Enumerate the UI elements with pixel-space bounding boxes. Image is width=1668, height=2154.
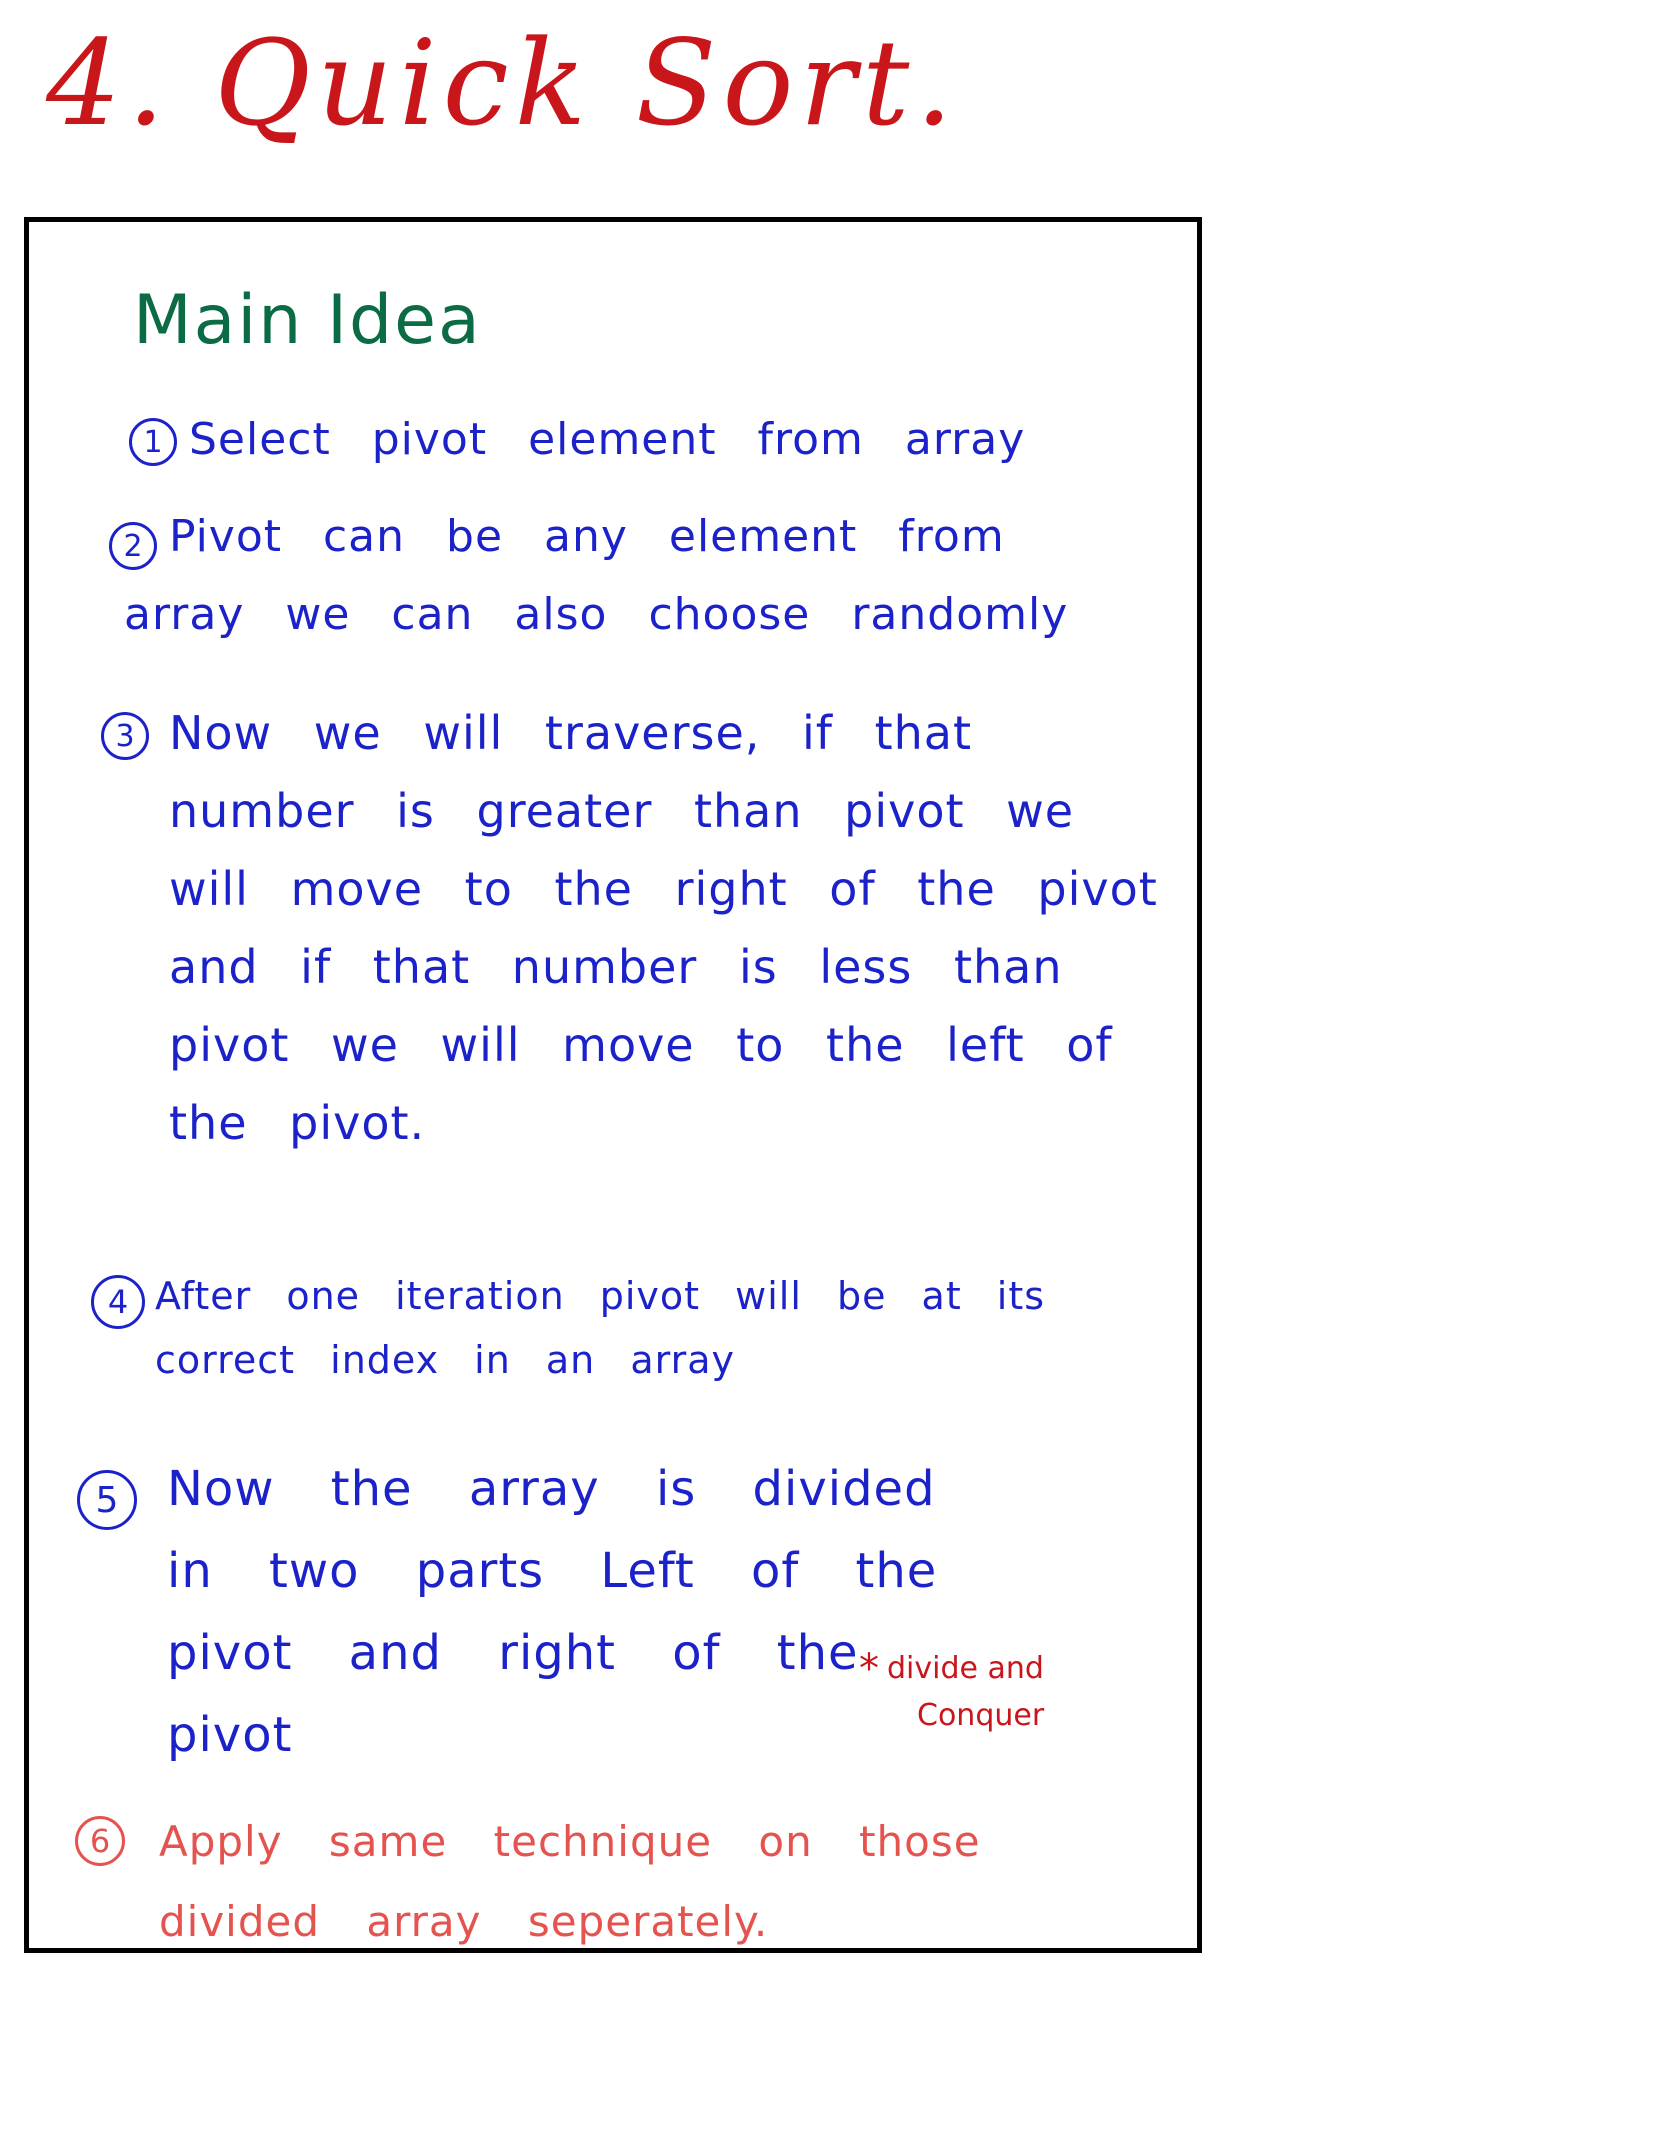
step-3-number: 3 <box>101 712 149 760</box>
page-title: 4. Quick Sort. <box>46 14 959 152</box>
step-3-text: Now we will traverse, if that number is greater than pivot we will move to the right of the pivot and if that number is less than pivot we will move to the left of the pivot. <box>169 706 1158 1150</box>
step-4-number: 4 <box>91 1275 145 1329</box>
step-1-number: 1 <box>129 418 177 466</box>
divide-and-conquer-annotation <box>859 1642 1159 1737</box>
step-5-number: 5 <box>77 1470 137 1530</box>
step-4-text: After one iteration pivot will be at its correct index in an array <box>155 1274 1046 1382</box>
step-6-number: 6 <box>75 1816 125 1866</box>
step-6-text: Apply same technique on those divided array seperately. <box>159 1817 981 1946</box>
step-5-text: Now the array is divided in two parts Left of the pivot and right of the pivot <box>167 1461 938 1763</box>
annotation-line-1: divide and <box>887 1651 1044 1686</box>
step-1-text: Select pivot element from array <box>189 414 1026 465</box>
asterisk-icon: * <box>859 1646 879 1692</box>
note-box <box>24 217 1202 1953</box>
main-idea-heading: Main Idea <box>133 281 482 360</box>
step-2-number: 2 <box>109 522 157 570</box>
step-2-text: Pivot can be any element from array we can also choose randomly <box>124 511 1069 640</box>
annotation-line-2: Conquer <box>917 1698 1045 1733</box>
